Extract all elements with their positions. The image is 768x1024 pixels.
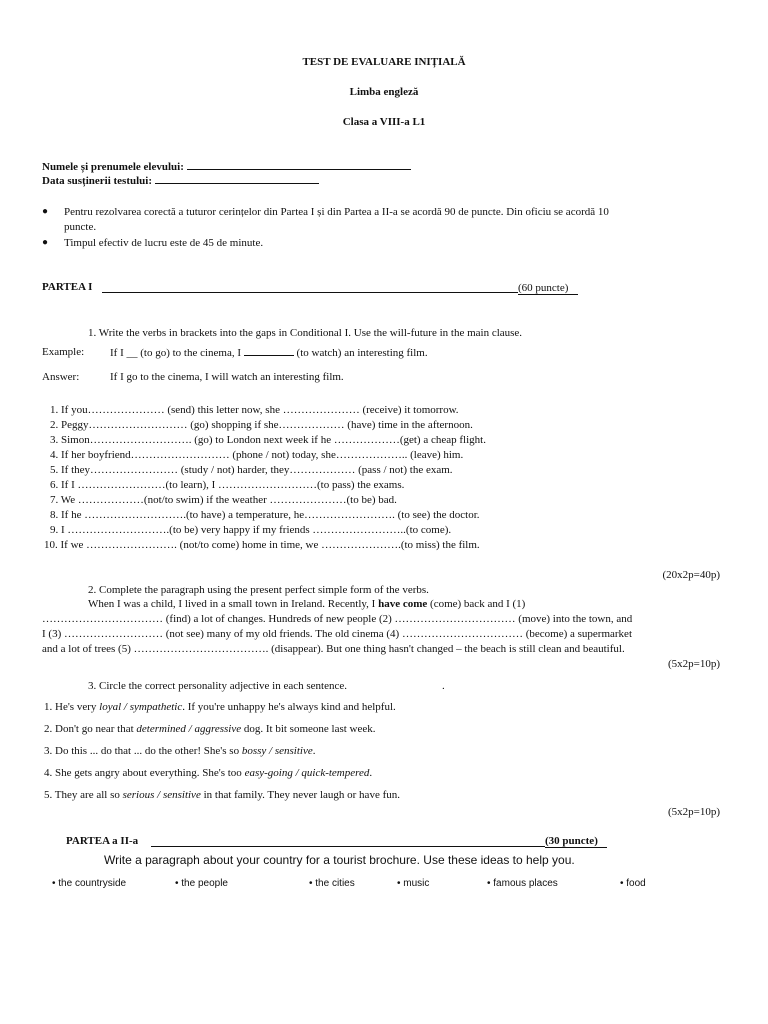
ex3-sentence	[44, 701, 396, 713]
answer-label: Answer:	[42, 371, 80, 383]
student-name-field[interactable]	[187, 160, 411, 170]
part2-rule	[151, 846, 545, 847]
ex1-item: 8. If he ……………………….(to have) a temperature, he……………………. (to see) the doctor.	[50, 509, 480, 521]
adjective-choice[interactable]: determined / aggressive	[136, 723, 242, 735]
part1-rule	[102, 292, 518, 293]
adjective-choice[interactable]: easy-going / quick-tempered	[244, 767, 370, 779]
sentence-text: dog. It bit someone last week.	[243, 723, 376, 735]
test-title: TEST DE EVALUARE INIȚIALĂ	[302, 56, 466, 68]
sentence-text: .	[369, 767, 373, 779]
idea-item: • famous places	[487, 878, 558, 889]
sentence-text: 5. They are all so	[44, 789, 120, 801]
test-date-field[interactable]	[155, 174, 319, 184]
ex1-item: 4. If her boyfriend……………………… (phone / not) today, she……………….. (leave) him.	[50, 449, 464, 461]
sentence-text: 1. He's very	[44, 701, 97, 713]
student-name-row	[42, 160, 411, 173]
ex3-sentence	[44, 767, 372, 779]
ex1-item: 9. I ……………………….(to be) very happy if my friends ……………………..(to come).	[50, 524, 452, 536]
ex1-item: 7. We ………………(not/to swim) if the weather …………………(to be) bad.	[50, 494, 397, 506]
sentence-text: 4. She gets angry about everything. She's too	[44, 767, 242, 779]
ex1-instruction: 1. Write the verbs in brackets into the gaps in Conditional I. Use the will-future in the main clause.	[88, 327, 523, 339]
idea-item: • the countryside	[52, 878, 127, 889]
ex3-score: (5x2p=10p)	[667, 806, 720, 818]
ex2-score: (5x2p=10p)	[667, 658, 720, 670]
ex1-item: 1. If you………………… (send) this letter now, she ………………… (receive) it tomorrow.	[50, 404, 459, 416]
ex1-score: (20x2p=40p)	[662, 569, 720, 581]
ex3-instruction: 3. Circle the correct personality adjective in each sentence.	[88, 680, 347, 692]
ex2-instruction: 2. Complete the paragraph using the present perfect simple form of the verbs.	[88, 584, 429, 596]
ex2-example-answer: have come	[378, 598, 428, 610]
part1-label: PARTEA I	[42, 281, 93, 293]
example-blank	[244, 346, 294, 356]
ex3-sentence	[44, 789, 400, 801]
idea-item: • music	[397, 878, 430, 889]
idea-item: • the people	[175, 878, 228, 889]
example-part-a: If I __ (to go) to the cinema, I	[110, 347, 242, 359]
ex2-line1-b: (come) back and I (1)	[430, 598, 526, 610]
instruction-points-cont: puncte.	[64, 221, 97, 233]
instruction-points: Pentru rezolvarea corectă a tuturor cerințelor din Partea I și din Partea a II-a se acordă 90 de puncte. Din oficiu se acordă 10	[64, 206, 609, 218]
ex1-item: 6. If I ……………………(to learn), I ………………………(to pass) the exams.	[50, 479, 405, 491]
sentence-text: . If you're unhappy he's always kind and helpful.	[182, 701, 396, 713]
subject-title: Limba engleză	[349, 86, 419, 98]
sentence-text: 3. Do this ... do that ... do the other! She's so	[44, 745, 240, 757]
part2-label: PARTEA a II-a	[66, 835, 139, 847]
test-date-label: Data susținerii testului:	[42, 175, 152, 187]
part2-points: (30 puncte)	[545, 835, 607, 848]
ex1-item: 10. If we ……………………. (not/to come) home in time, we ………………….(to miss) the film.	[44, 539, 480, 551]
sentence-text: 2. Don't go near that	[44, 723, 134, 735]
student-name-label: Numele și prenumele elevului:	[42, 161, 184, 173]
example-part-b: (to watch) an interesting film.	[296, 347, 428, 359]
part2-instruction: Write a paragraph about your country for a tourist brochure. Use these ideas to help you.	[104, 853, 575, 867]
sentence-text: in that family. They never laugh or have fun.	[203, 789, 400, 801]
ex2-line1-a: When I was a child, I lived in a small town in Ireland. Recently, I	[88, 598, 376, 610]
ex3-sentence	[44, 723, 376, 735]
test-date-row	[42, 174, 319, 187]
ex3-dot: .	[442, 680, 445, 692]
ex1-item: 2. Peggy……………………… (go) shopping if she……………… (have) time in the afternoon.	[50, 419, 473, 431]
adjective-choice[interactable]: loyal / sympathetic	[99, 701, 183, 713]
ex1-item: 3. Simon………………………. (go) to London next week if he ………………(get) a cheap flight.	[50, 434, 486, 446]
ex3-sentence	[44, 745, 315, 757]
example-text	[110, 346, 428, 359]
idea-item: • the cities	[309, 878, 355, 889]
adjective-choice[interactable]: serious / sensitive	[122, 789, 201, 801]
sentence-text: .	[312, 745, 316, 757]
ex1-item: 5. If they…………………… (study / not) harder, they……………… (pass / not) the exam.	[50, 464, 453, 476]
example-label: Example:	[42, 346, 85, 358]
idea-item: • food	[620, 878, 646, 889]
ex2-line4: and a lot of trees (5) ………………………………. (disappear). But one thing hasn't changed – the beach is still clean and beautiful.	[42, 643, 625, 655]
ex2-line3: I (3) ……………………… (not see) many of my old friends. The old cinema (4) …………………………… (become) a supermarket	[42, 628, 632, 640]
answer-text: If I go to the cinema, I will watch an interesting film.	[110, 371, 344, 383]
bullet-icon: ●	[42, 206, 49, 217]
instruction-time: Timpul efectiv de lucru este de 45 de minute.	[64, 237, 264, 249]
class-title: Clasa a VIII-a L1	[342, 116, 426, 128]
ex2-line1	[88, 598, 525, 610]
ex2-line2: …………………………… (find) a lot of changes. Hundreds of new people (2) …………………………… (move) into the town, and	[42, 613, 633, 625]
adjective-choice[interactable]: bossy / sensitive	[241, 745, 313, 757]
part1-points: (60 puncte)	[518, 282, 578, 295]
bullet-icon: ●	[42, 237, 49, 248]
